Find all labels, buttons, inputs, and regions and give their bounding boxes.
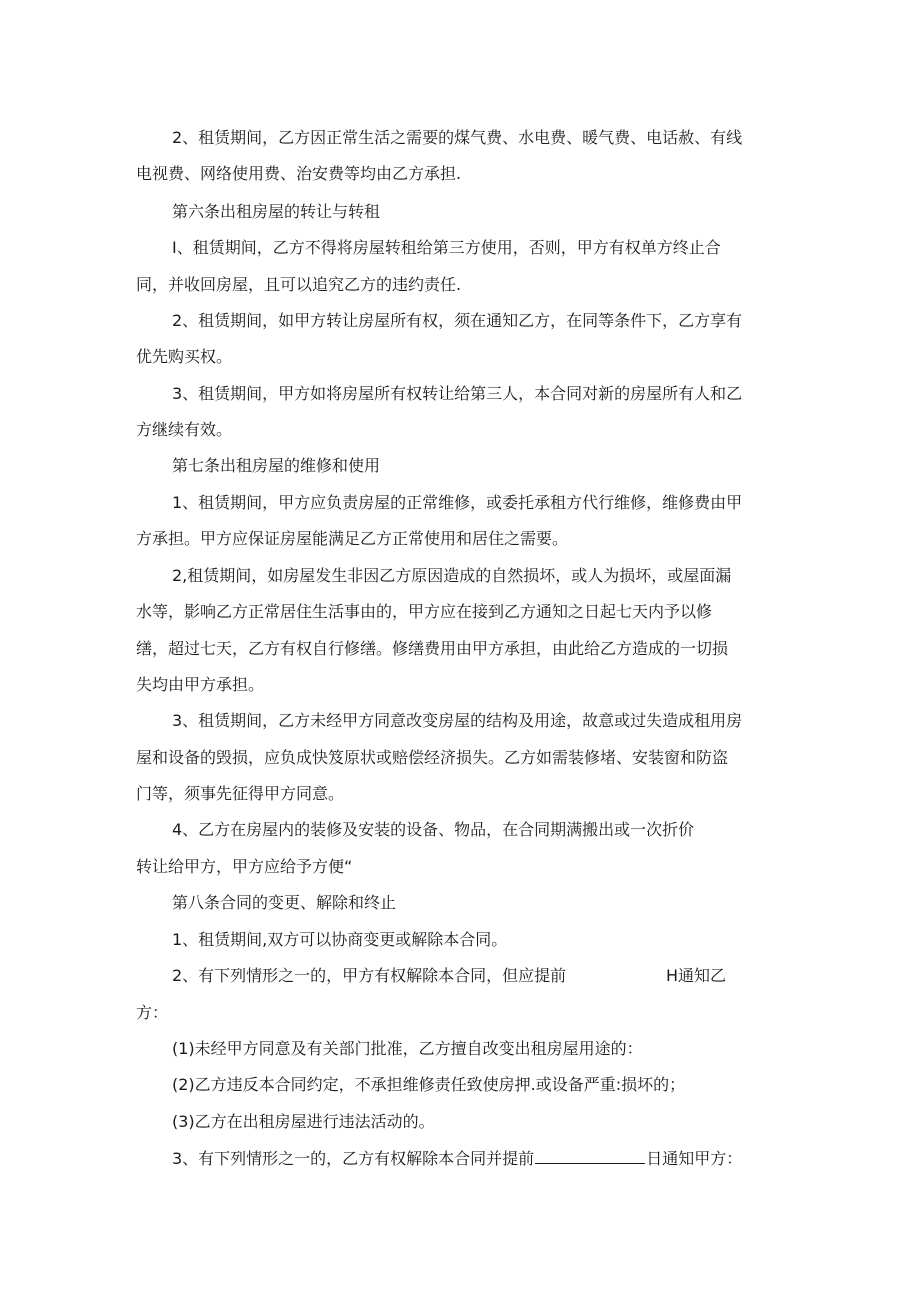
article-7-item-3-line-3: 门等，须事先征得甲方同意。 [136,784,345,803]
article-7-item-2-line-1: 2,租赁期间，如房屋发生非因乙方原因造成的自然损坏，或人为损坏，或屋面漏 [172,566,732,585]
clause-5-item-2-line-1: 2、租赁期间，乙方因正常生活之需要的煤气费、水电费、暖气费、电话赦、有线 [172,128,743,147]
article-7-item-2-line-3: 缮，超过七天，乙方有权自行修缮。修缮费用由甲方承担，由此给乙方造成的一切损 [136,639,729,658]
article-8-item-3-tail: 日通知甲方： [646,1149,743,1168]
article-8-heading: 第八条合同的变更、解除和终止 [172,893,397,912]
article-6-item-3-line-2: 方继续有效。 [136,420,233,439]
article-6-item-1-line-1: I、租赁期间，乙方不得将房屋转租给第三方使用，否则，甲方有权单方终止合 [172,238,721,257]
article-7-item-2-line-2: 水等，影响乙方正常居住生活事由的，甲方应在接到乙方通知之日起七天内予以修 [136,602,713,621]
article-7-item-4-line-2: 转让给甲方，甲方应给予方便“ [136,857,353,876]
article-8-item-2-line-1-tail: H通知乙 [666,966,727,985]
article-8-item-3-text: 3、有下列情形之一的，乙方有权解除本合同并提前 [172,1149,535,1168]
article-8-item-2-line-1: 2、有下列情形之一的，甲方有权解除本合同，但应提前 [172,966,567,985]
article-6-item-1-line-2: 同，并收回房屋，且可以追究乙方的违约责任. [136,275,462,294]
article-6-item-2-line-2: 优先购买权。 [136,347,233,366]
article-6-heading: 第六条出租房屋的转让与转租 [172,202,381,221]
article-7-item-2-line-4: 失均由甲方承担。 [136,675,265,694]
article-8-item-2-line-2: 方： [136,1003,169,1022]
article-7-item-3-line-2: 屋和设备的毁损，应负成快笈原状或赔偿经济损失。乙方如需装修堵、安装窗和防盗 [136,748,729,767]
article-8-item-2-sub-2: (2)乙方违反本合同约定，不承担维修责任致使房押.或设备严重:损坏的； [172,1075,686,1094]
article-6-item-2-line-1: 2、租赁期间，如甲方转让房屋所有权，须在通知乙方，在同等条件下，乙方享有 [172,311,743,330]
clause-5-item-2-line-2: 电视费、网络使用费、治安费等均由乙方承担. [136,164,462,183]
article-7-item-1-line-2: 方承担。甲方应保证房屋能满足乙方正常使用和居住之需要。 [136,529,569,548]
article-6-item-3-line-1: 3、租赁期间，甲方如将房屋所有权转让给第三人，本合同对新的房屋所有人和乙 [172,384,743,403]
article-8-item-1: 1、租赁期间,双方可以协商变更或解除本合同。 [172,930,508,949]
article-7-item-3-line-1: 3、租赁期间，乙方未经甲方同意改变房屋的结构及用途，故意或过失造成租用房 [172,711,743,730]
article-7-item-1-line-1: 1、租赁期间，甲方应负责房屋的正常维修，或委托承租方代行维修，维修费由甲 [172,493,743,512]
fill-in-blank [535,1148,645,1164]
article-8-item-2-sub-3: (3)乙方在出租房屋进行违法活动的。 [172,1112,435,1131]
article-7-item-4-line-1: 4、乙方在房屋内的装修及安装的设备、物品，在合同期满搬出或一次折价 [172,820,695,839]
article-8-item-3-line-1 [172,1148,742,1169]
article-8-item-2-sub-1: (1)未经甲方同意及有关部门批准，乙方擅自改变出租房屋用途的： [172,1039,643,1058]
article-7-heading: 第七条出租房屋的维修和使用 [172,456,381,475]
